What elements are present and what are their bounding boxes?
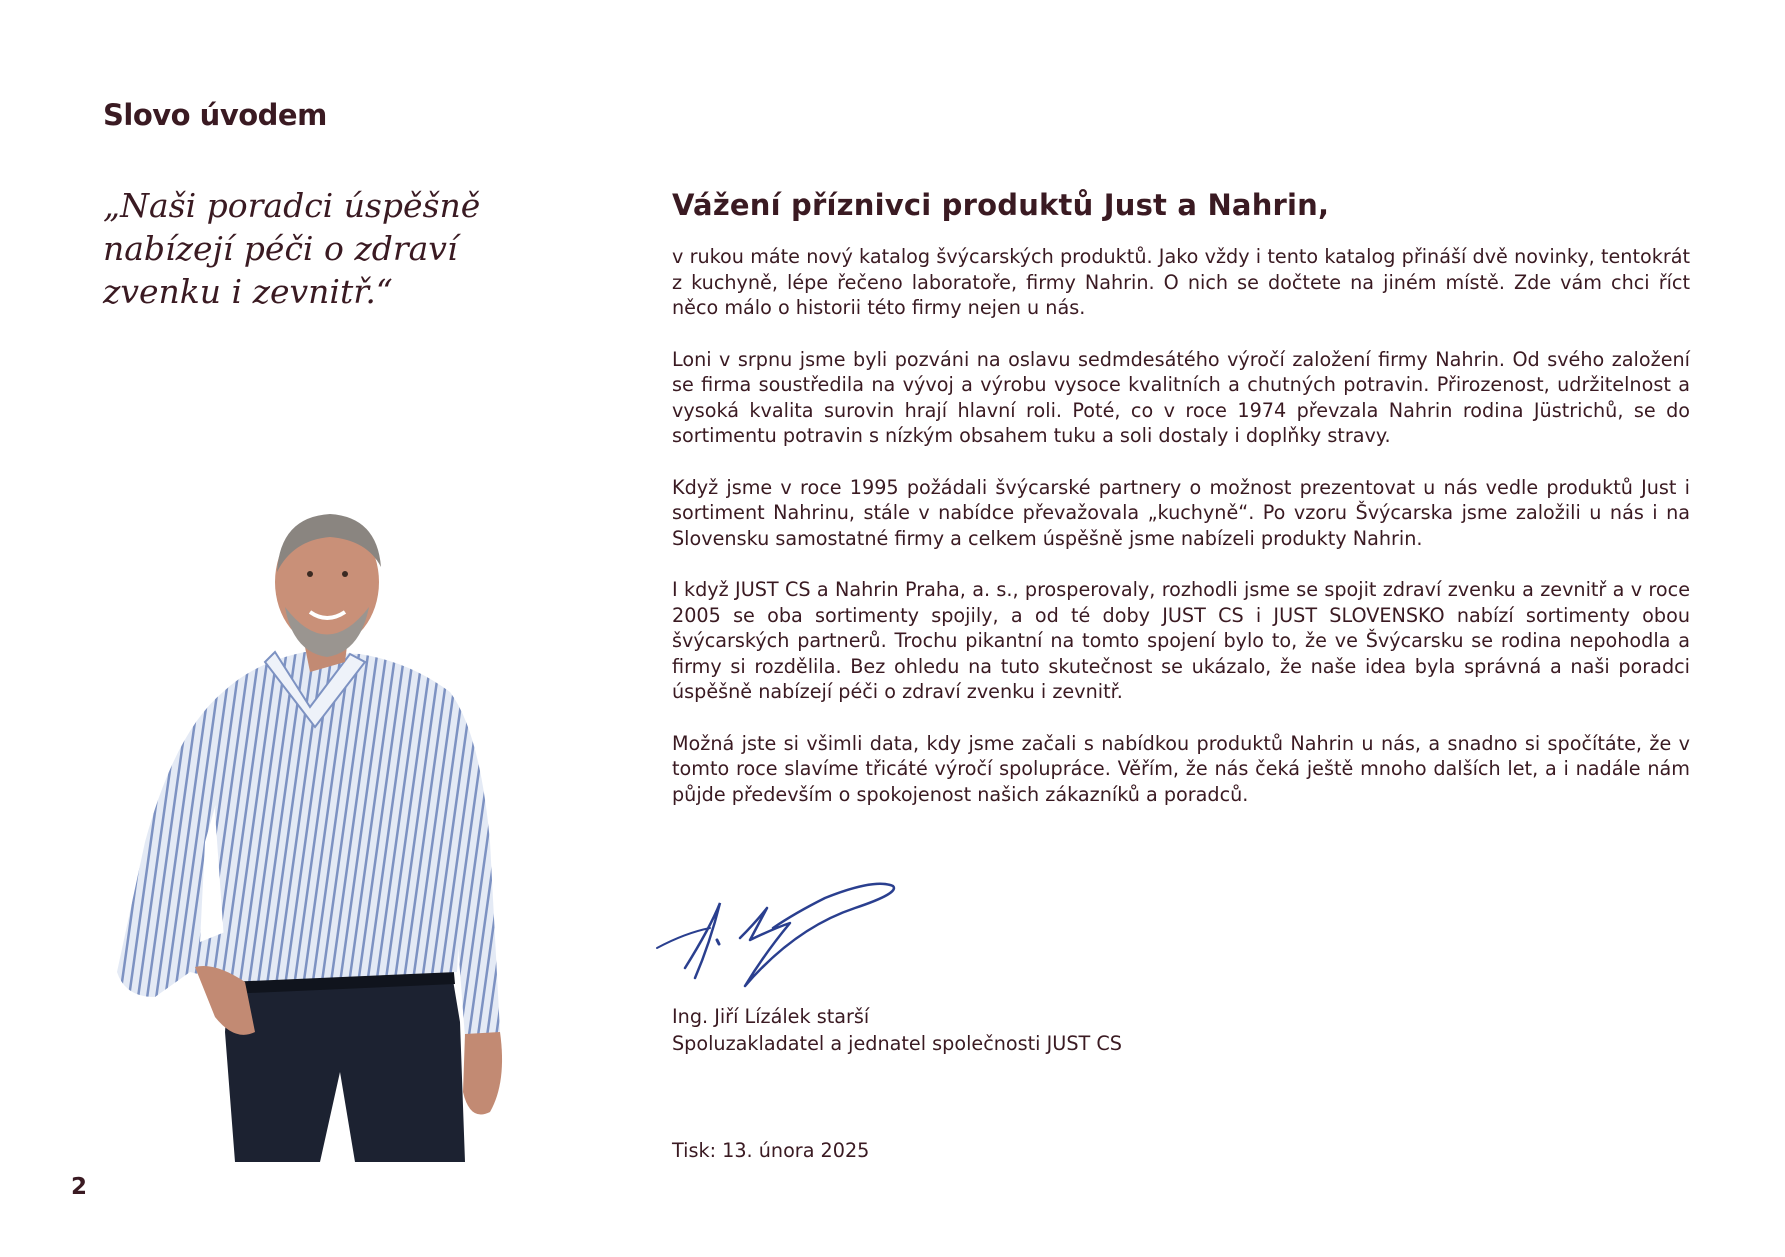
print-date: Tisk: 13. února 2025 [672, 1139, 870, 1162]
portrait-photo [105, 512, 525, 1162]
handwritten-signature [655, 868, 905, 988]
pull-quote: „Naši poradci úspěšně nabízejí péči o zdraví zvenku i zevnitř.“ [103, 186, 481, 311]
letter-paragraph: I když JUST CS a Nahrin Praha, a. s., prosperovaly, rozhodli jsme se spojit zdraví zvenku a zevnitř a v roce 2005 se oba sortimenty spojily, a od té doby JUST CS i JUST SLOVENSKO nabízí sortimenty obou švýcarských partnerů. Trochu pikantní na tomto spojení bylo to, že ve Švýcarsku se rodina nepohodla a firmy si rozdělila. Bez ohledu na tuto skutečnost se ukázalo, že naše idea byla správná a naši poradci úspěšně nabízejí péči o zdraví zvenku i zevnitř. [672, 578, 1690, 703]
letter-paragraph: Loni v srpnu jsme byli pozváni na oslavu sedmdesátého výročí založení firmy Nahrin. Od svého založení se firma soustředila na vývoj a výrobu vysoce kvalitních a chutných potravin. Přirozenost, udržitelnost a vysoká kvalita surovin hrají hlavní roli. Poté, co v roce 1974 převzala Nahrin rodina Jüstrichů, se do sortimentu potravin s nízkým obsahem tuku a soli dostaly i doplňky stravy. [672, 347, 1690, 447]
signer-block [672, 1003, 1122, 1057]
letter-greeting: Vážení příznivci produktů Just a Nahrin, [672, 188, 1330, 222]
letter-body [672, 188, 1690, 833]
section-title: Slovo úvodem [103, 98, 327, 132]
letter-paragraph: Možná jste si všimli data, kdy jsme začali s nabídkou produktů Nahrin u nás, a snadno si spočítáte, že v tomto roce slavíme třicáté výročí spolupráce. Věřím, že nás čeká ještě mnoho dalších let, a i nadále nám půjde především o spokojenost našich zákazníků a poradců. [672, 731, 1690, 806]
letter-paragraph: v rukou máte nový katalog švýcarských produktů. Jako vždy i tento katalog přináší dvě novinky, tentokrát z kuchyně, lépe řečeno laboratoře, firmy Nahrin. O nich se dočtete na jiném místě. Zde vám chci říct něco málo o historii této firmy nejen u nás. [672, 245, 1690, 319]
signer-title: Spoluzakladatel a jednatel společnosti JUST CS [672, 1032, 1122, 1055]
letter-paragraph: Když jsme v roce 1995 požádali švýcarské partnery o možnost prezentovat u nás vedle produktů Just i sortiment Nahrinu, stále v nabídce převažovala „kuchyně“. Po vzoru Švýcarska jsme založili u nás i na Slovensku samostatné firmy a celkem úspěšně jsme nabízeli produkty Nahrin. [672, 475, 1690, 550]
page-number: 2 [71, 1174, 88, 1200]
signer-name: Ing. Jiří Lízálek starší [672, 1005, 870, 1028]
